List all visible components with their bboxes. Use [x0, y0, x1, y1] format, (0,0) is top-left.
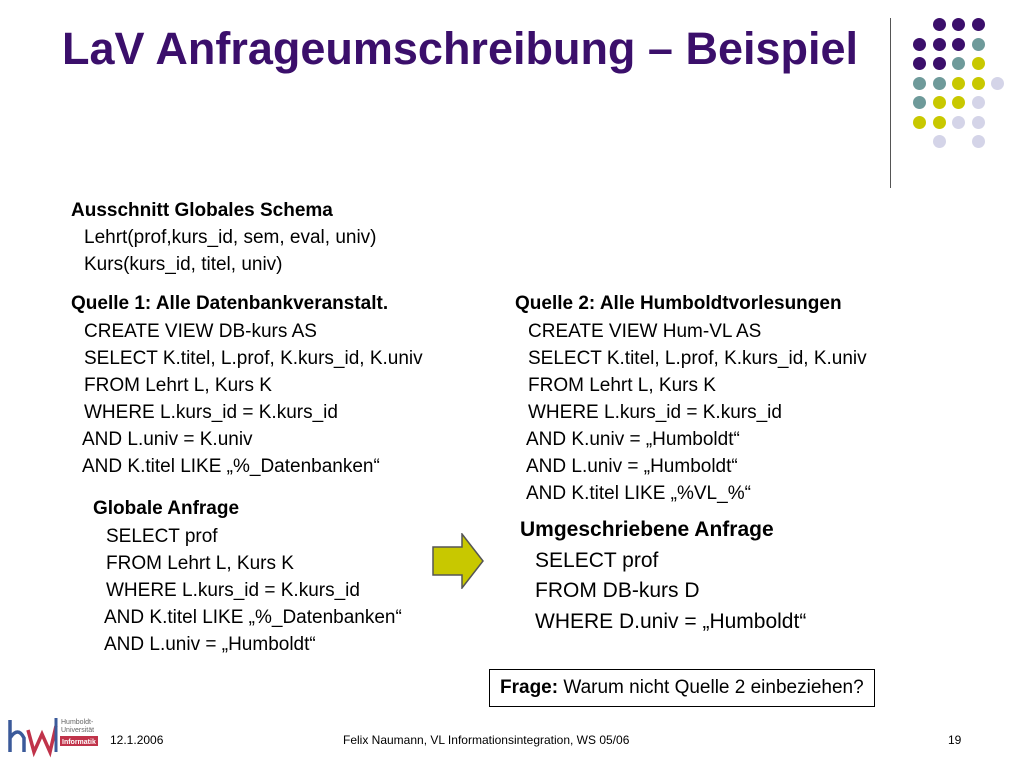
- decorative-dot: [952, 116, 965, 129]
- decorative-dot: [952, 57, 965, 70]
- footer-date: 12.1.2006: [110, 733, 164, 747]
- rewritten-query-line: FROM DB-kurs D: [535, 579, 700, 602]
- decorative-dot: [952, 18, 965, 31]
- logo-text-line1: Humboldt-: [61, 719, 94, 726]
- decorative-dot: [933, 38, 946, 51]
- right-arrow-icon: [432, 533, 484, 589]
- decorative-dot: [972, 57, 985, 70]
- source2-line: WHERE L.kurs_id = K.kurs_id: [528, 402, 782, 423]
- source1-line: FROM Lehrt L, Kurs K: [84, 375, 272, 396]
- decorative-dot: [913, 77, 926, 90]
- decorative-dot: [952, 38, 965, 51]
- decorative-dot: [972, 96, 985, 109]
- source1-line: SELECT K.titel, L.prof, K.kurs_id, K.univ: [84, 348, 423, 369]
- rewritten-query-line: SELECT prof: [535, 549, 659, 572]
- global-schema-line: Lehrt(prof,kurs_id, sem, eval, univ): [84, 227, 377, 248]
- source2-line: FROM Lehrt L, Kurs K: [528, 375, 716, 396]
- global-schema-line: Kurs(kurs_id, titel, univ): [84, 254, 283, 275]
- question-text: Warum nicht Quelle 2 einbeziehen?: [558, 677, 864, 698]
- source1-header: Quelle 1: Alle Datenbankveranstalt.: [71, 293, 389, 314]
- divider-line: [890, 18, 891, 188]
- decorative-dot: [913, 116, 926, 129]
- question-label: Frage:: [500, 677, 559, 698]
- decorative-dot: [933, 57, 946, 70]
- source1-line: AND K.titel LIKE „%_Datenbanken“: [82, 456, 380, 477]
- source1-line: AND L.univ = K.univ: [82, 429, 253, 450]
- global-query-header: Globale Anfrage: [93, 498, 240, 519]
- global-query-line: FROM Lehrt L, Kurs K: [106, 553, 294, 574]
- decorative-dot: [991, 77, 1004, 90]
- decorative-dot: [933, 96, 946, 109]
- source2-line: CREATE VIEW Hum-VL AS: [528, 321, 762, 342]
- source1-line: WHERE L.kurs_id = K.kurs_id: [84, 402, 338, 423]
- decorative-dot: [972, 77, 985, 90]
- global-schema-header: Ausschnitt Globales Schema: [71, 200, 333, 221]
- source1-line: CREATE VIEW DB-kurs AS: [84, 321, 317, 342]
- decorative-dot: [972, 116, 985, 129]
- source2-line: AND L.univ = „Humboldt“: [526, 456, 738, 477]
- decorative-dot: [913, 38, 926, 51]
- source2-line: AND K.univ = „Humboldt“: [526, 429, 740, 450]
- global-query-line: SELECT prof: [106, 526, 218, 547]
- decorative-dot: [913, 57, 926, 70]
- source2-header: Quelle 2: Alle Humboldtvorlesungen: [515, 293, 842, 314]
- rewritten-query-header: Umgeschriebene Anfrage: [520, 518, 774, 541]
- decorative-dot: [952, 96, 965, 109]
- decorative-dot: [933, 116, 946, 129]
- decorative-dot: [972, 135, 985, 148]
- question-box: [489, 669, 875, 707]
- decorative-dot: [933, 18, 946, 31]
- decorative-dot: [913, 96, 926, 109]
- logo-text-line2: Universität: [61, 727, 95, 734]
- global-query-line: AND L.univ = „Humboldt“: [104, 634, 316, 655]
- humboldt-informatik-logo: [6, 712, 98, 762]
- decorative-dot: [952, 77, 965, 90]
- footer-page-number: 19: [948, 733, 962, 747]
- source2-line: SELECT K.titel, L.prof, K.kurs_id, K.univ: [528, 348, 867, 369]
- decorative-dot: [972, 38, 985, 51]
- logo-text-line3: Informatik: [62, 739, 96, 746]
- global-query-line: AND K.titel LIKE „%_Datenbanken“: [104, 607, 402, 628]
- decorative-dot: [933, 77, 946, 90]
- source2-line: AND K.titel LIKE „%VL_%“: [526, 483, 751, 504]
- rewritten-query-line: WHERE D.univ = „Humboldt“: [535, 610, 807, 633]
- decorative-dot: [933, 135, 946, 148]
- footer-author: Felix Naumann, VL Informationsintegration, WS 05/06: [343, 733, 630, 747]
- global-query-line: WHERE L.kurs_id = K.kurs_id: [106, 580, 360, 601]
- slide-title: LaV Anfrageumschreibung – Beispiel: [62, 23, 859, 74]
- decorative-dot: [972, 18, 985, 31]
